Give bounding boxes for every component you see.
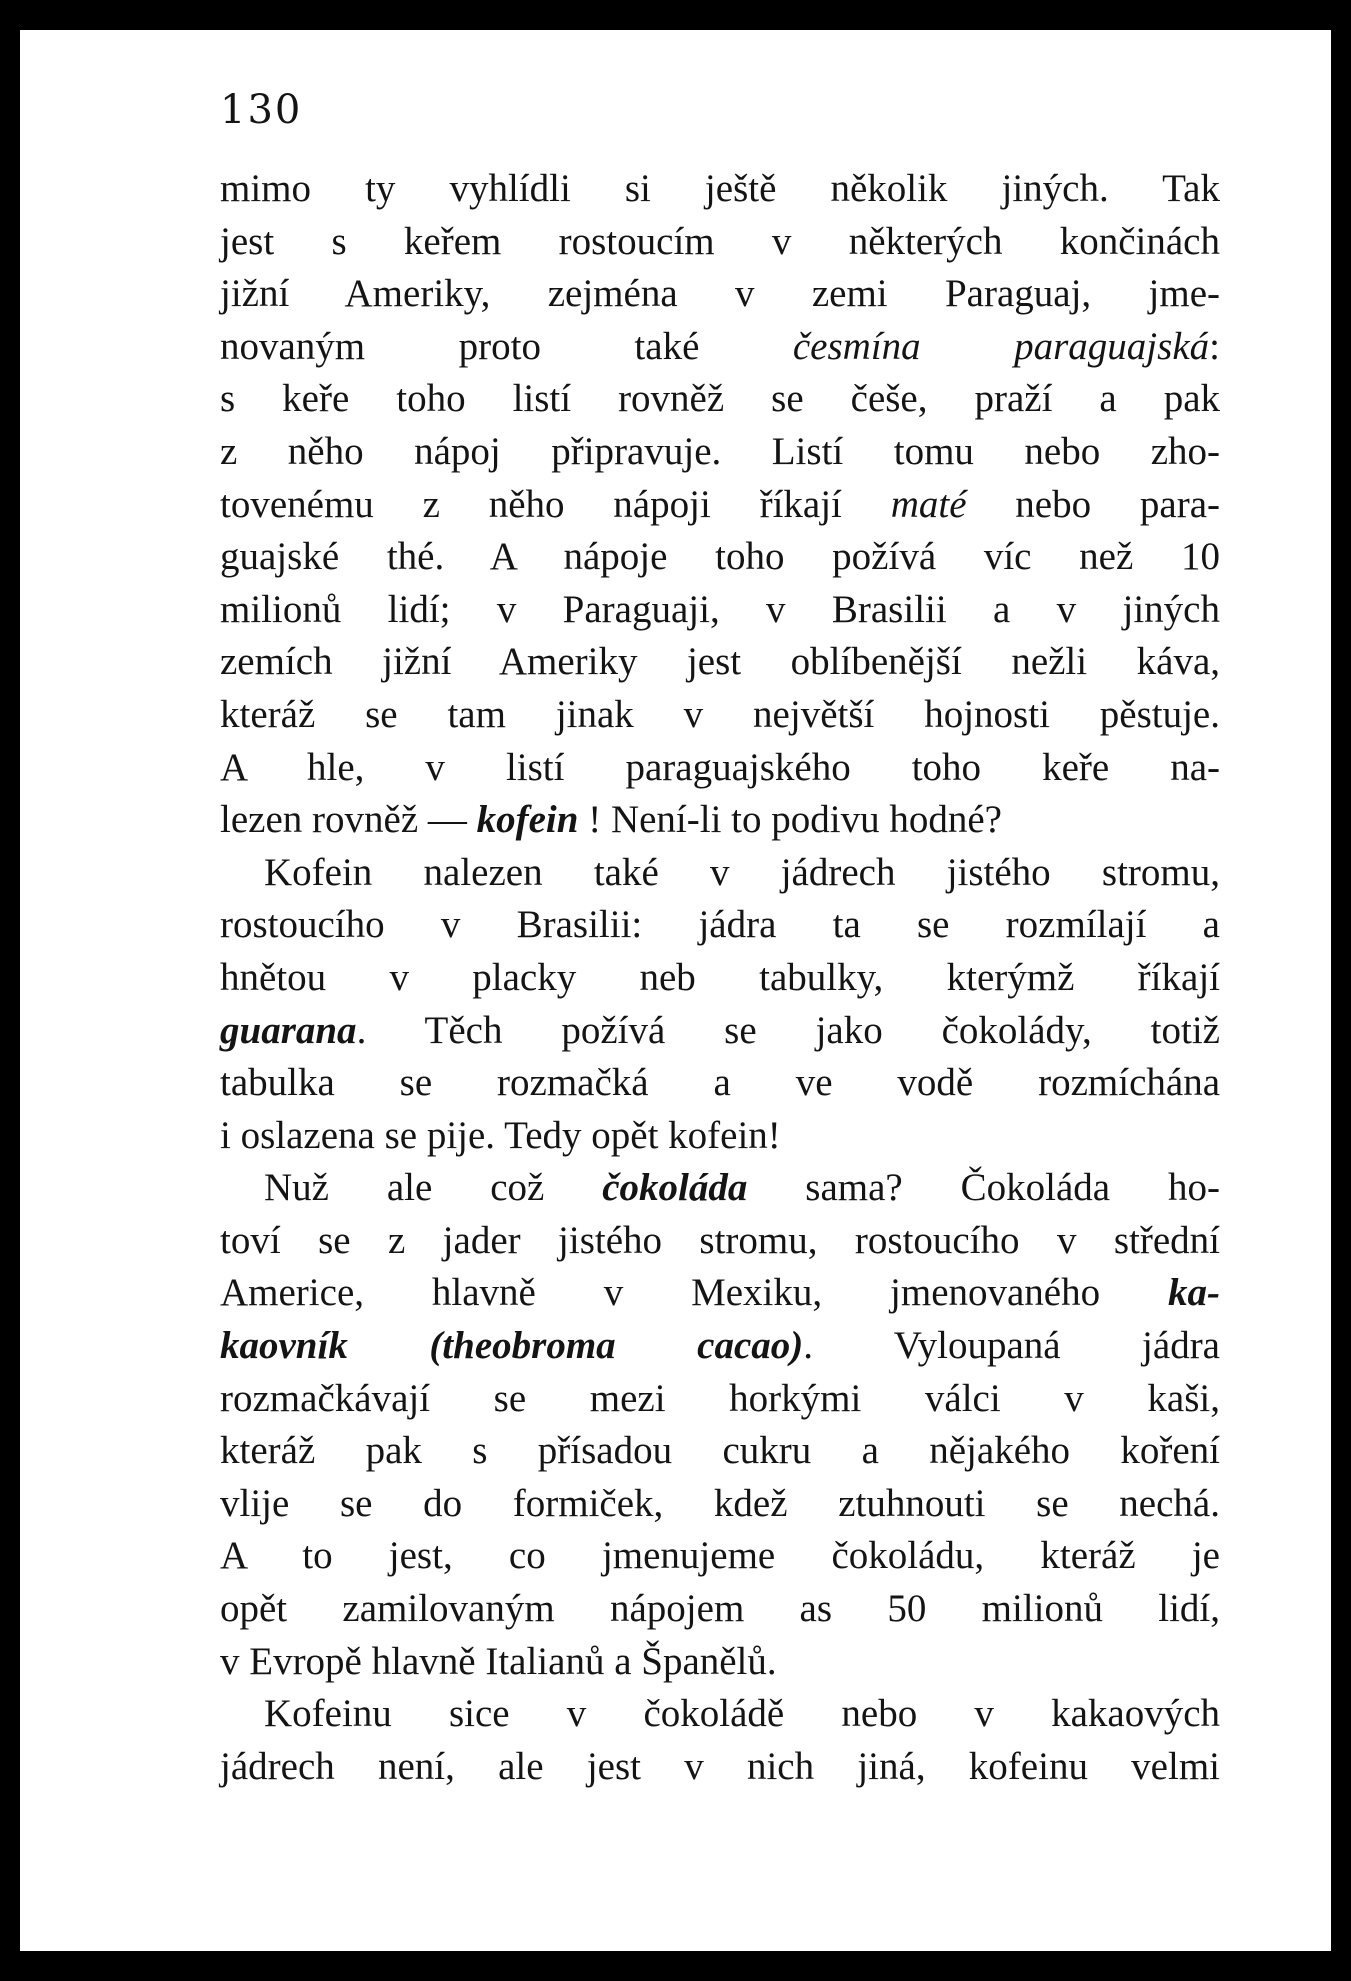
emphasis-text: kofein <box>476 798 579 842</box>
text-line <box>220 952 1220 1005</box>
text-run: v Evropě hlavně Italianů a Španělů. <box>220 1639 777 1683</box>
text-line <box>220 742 1220 795</box>
body-text <box>220 163 1220 1793</box>
text-run: jest s keřem rostoucím v některých končinách <box>220 219 1220 263</box>
text-line <box>220 1478 1220 1531</box>
text-line <box>220 163 1220 216</box>
text-line <box>220 1425 1220 1478</box>
text-run: mimo ty vyhlídli si ještě několik jiných. Tak <box>220 167 1220 210</box>
text-run: A to jest, co jmenujeme čokoládu, kteráž je <box>220 1534 1220 1578</box>
text-run: zemích jižní Ameriky jest oblíbenější nežli káva, <box>220 640 1220 684</box>
text-run: i oslazena se pije. Tedy opět kofein! <box>220 1113 781 1157</box>
text-run: vlije se do formiček, kdež ztuhnouti se nechá. <box>220 1481 1220 1525</box>
text-run: . Těch požívá se jako čokolády, totiž <box>356 1008 1220 1052</box>
text-run: s keře toho listí rovněž se češe, praží a pak <box>220 377 1220 421</box>
text-line <box>220 1215 1220 1268</box>
text-line <box>220 1057 1220 1110</box>
text-run: guajské thé. A nápoje toho požívá víc než 10 <box>220 535 1220 579</box>
text-line <box>220 1741 1220 1794</box>
text-line <box>220 1583 1220 1636</box>
text-line <box>220 1320 1220 1373</box>
text-run: Kofeinu sice v čokoládě nebo v kakaových <box>264 1692 1220 1736</box>
text-line <box>220 1162 1220 1215</box>
text-line <box>220 1267 1220 1320</box>
text-line <box>220 636 1220 689</box>
text-line <box>220 268 1220 321</box>
text-line <box>220 216 1220 269</box>
text-run: : <box>1209 324 1220 368</box>
text-run: lezen rovněž — <box>220 798 477 842</box>
page-number: 130 <box>220 87 303 133</box>
text-run: kteráž se tam jinak v největší hojnosti pěstuje. <box>220 692 1220 736</box>
text-run: jádrech není, ale jest v nich jiná, kofeinu velmi <box>220 1744 1220 1788</box>
text-line <box>220 584 1220 637</box>
text-run: tabulka se rozmačká a ve vodě rozmíchána <box>220 1061 1220 1105</box>
text-line <box>220 1373 1220 1426</box>
text-run: toví se z jader jistého stromu, rostoucího v střední <box>220 1218 1220 1262</box>
text-line <box>220 1110 1220 1163</box>
text-line <box>220 1530 1220 1583</box>
text-run: tovenému z něho nápoji říkají <box>220 482 891 526</box>
text-line <box>220 479 1220 532</box>
emphasis-text: česmína paraguajská <box>792 324 1210 368</box>
text-line <box>220 531 1220 584</box>
text-run: ! Není-li to podivu hodné? <box>578 798 1002 842</box>
text-line <box>220 426 1220 479</box>
book-page <box>20 30 1331 1951</box>
text-line <box>220 373 1220 426</box>
text-run: sama? Čokoláda ho- <box>747 1166 1220 1210</box>
text-run: jižní Ameriky, zejména v zemi Paraguaj, jme- <box>220 272 1220 316</box>
text-run: A hle, v listí paraguajského toho keře na- <box>220 745 1220 789</box>
text-run: opět zamilovaným nápojem as 50 milionů lidí, <box>220 1587 1220 1631</box>
emphasis-text: čokoláda <box>602 1166 748 1210</box>
text-line <box>220 847 1220 900</box>
text-run: nebo para- <box>966 482 1220 526</box>
text-run: kteráž pak s přísadou cukru a nějakého koření <box>220 1429 1220 1473</box>
text-line <box>220 1688 1220 1741</box>
text-run: novaným proto také <box>220 324 793 368</box>
text-run: . Vyloupaná jádra <box>803 1324 1220 1368</box>
text-line <box>220 899 1220 952</box>
text-run: z něho nápoj připravuje. Listí tomu nebo zho- <box>220 429 1220 473</box>
text-run: rozmačkávají se mezi horkými válci v kaši, <box>220 1376 1220 1420</box>
text-line <box>220 794 1220 847</box>
text-run: Kofein nalezen také v jádrech jistého stromu, <box>264 850 1220 894</box>
emphasis-text: maté <box>890 482 967 526</box>
text-line <box>220 1005 1220 1058</box>
text-run: rostoucího v Brasilii: jádra ta se rozmílají a <box>220 903 1220 947</box>
emphasis-text: ka- <box>1168 1271 1220 1315</box>
text-run: Americe, hlavně v Mexiku, jmenovaného <box>220 1271 1168 1315</box>
text-run: Nuž ale což <box>264 1166 603 1210</box>
text-line <box>220 689 1220 742</box>
text-line <box>220 1636 1220 1689</box>
text-run: milionů lidí; v Paraguaji, v Brasilii a v jiných <box>220 587 1220 631</box>
text-run: hnětou v placky neb tabulky, kterýmž říkají <box>220 955 1220 999</box>
emphasis-text: guarana <box>220 1008 357 1052</box>
emphasis-text: kaovník (theobroma cacao) <box>220 1324 804 1368</box>
text-line <box>220 321 1220 374</box>
